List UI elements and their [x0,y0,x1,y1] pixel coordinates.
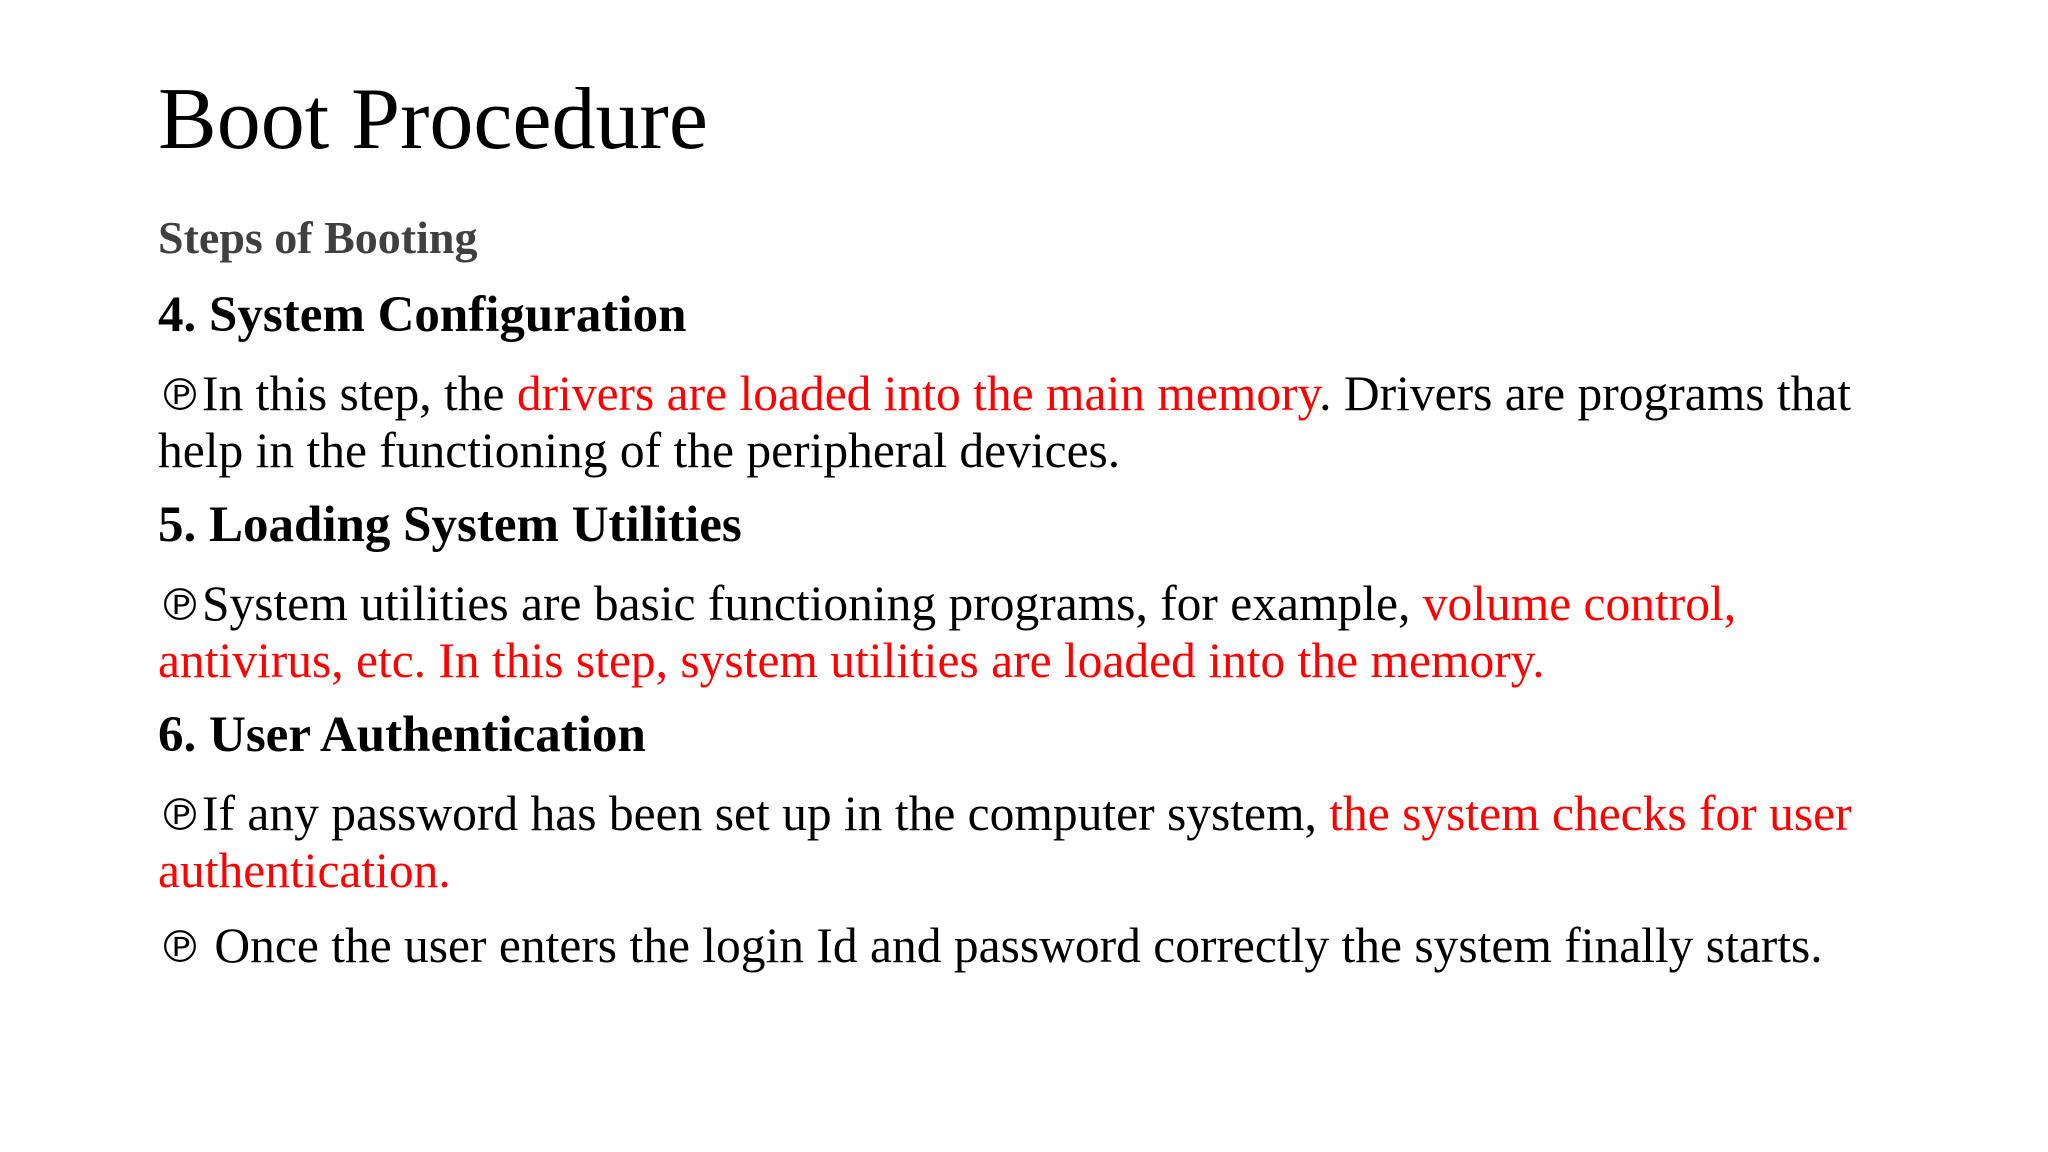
paragraph-text: Once the user enters the login Id and password correctly the system finally starts. [202,918,1823,973]
paragraph-user-authentication [158,786,1918,898]
bullet-icon: ℗ [158,580,202,631]
paragraph-text: If any password has been set up in the computer system, [202,786,1330,841]
slide-subtitle: Steps of Booting [158,212,478,263]
highlighted-text: the system checks for user authentication. [158,786,1852,898]
paragraph-text: . Drivers are programs that help in the functioning of the peripheral devices. [158,366,1852,478]
highlighted-text: drivers are loaded into the main memory [516,366,1320,421]
highlighted-text: volume control, antivirus, etc. In this step, system utilities are loaded into the memory. [158,576,1737,688]
paragraph-text: System utilities are basic functioning programs, for example, [202,576,1423,631]
paragraph-text: In this step, the [202,366,517,421]
bullet-icon: ℗ [158,922,202,973]
slide-title: Boot Procedure [158,71,708,168]
bullet-icon: ℗ [158,790,202,841]
step-heading-user-authentication: 6. User Authentication [158,707,646,763]
step-heading-system-configuration: 4. System Configuration [158,287,687,343]
bullet-icon: ℗ [158,370,202,421]
step-heading-loading-system-utilities: 5. Loading System Utilities [158,497,742,553]
paragraph-system-starts [158,918,1918,975]
paragraph-system-configuration [158,366,1918,478]
paragraph-loading-system-utilities [158,576,1918,688]
